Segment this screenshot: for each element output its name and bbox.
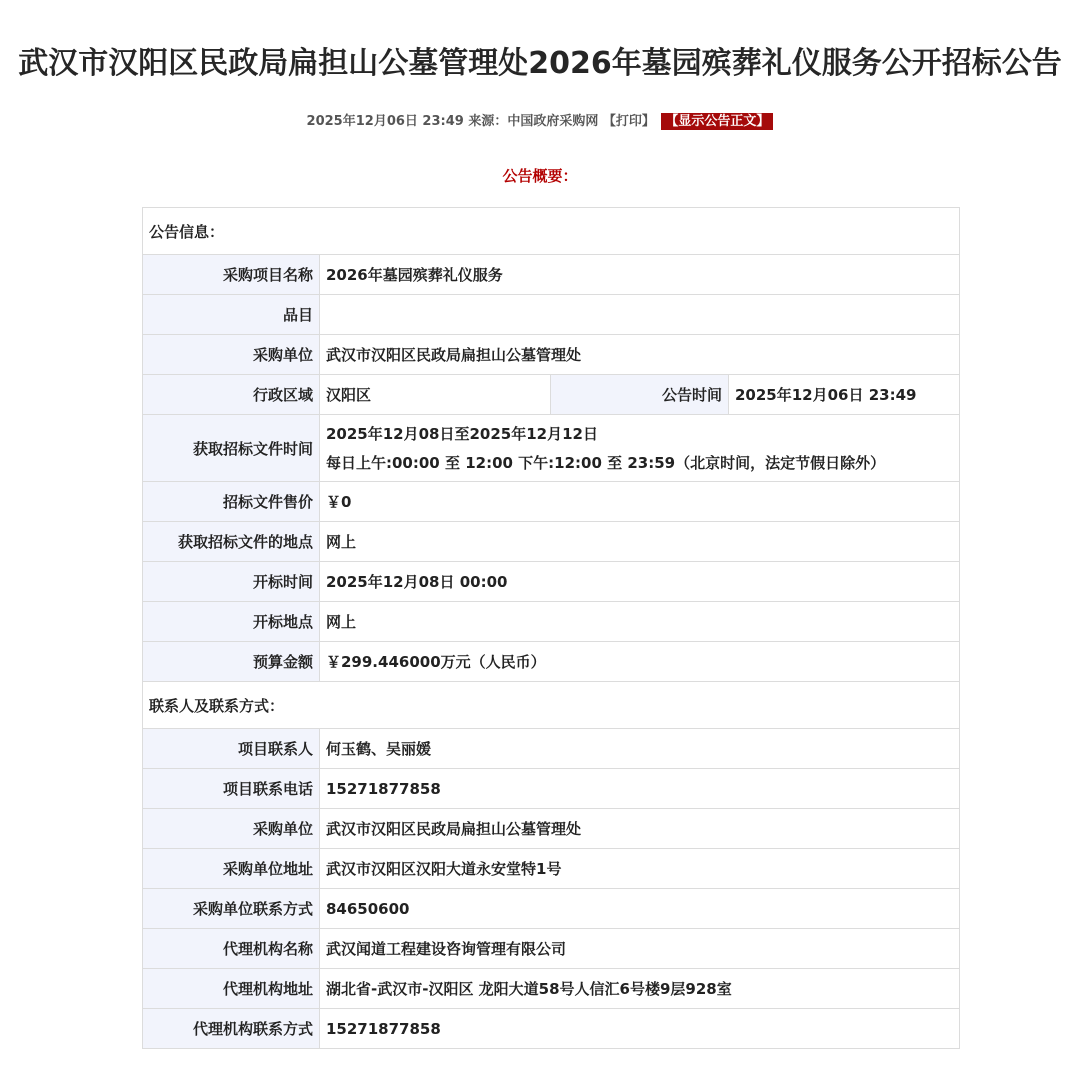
agency-address-value: 湖北省-武汉市-汉阳区 龙阳大道58号人信汇6号楼9层928室 [320,969,960,1009]
row-label: 开标地点 [143,602,320,642]
table-row [143,562,960,602]
publish-time-value: 2025年12月06日 23:49 [729,375,960,415]
table-row [143,1009,960,1049]
table-row [143,335,960,375]
print-link[interactable]: 【打印】 [602,114,655,129]
show-announcement-text-button[interactable]: 【显示公告正文】 [661,113,773,130]
table-row [143,809,960,849]
table-row [143,602,960,642]
doc-time-dates: 2025年12月08日至2025年12月12日 [326,425,598,443]
section-row-announcement [143,208,960,255]
row-label: 公告时间 [551,375,729,415]
section-row-contact [143,682,960,729]
row-label: 采购单位 [143,809,320,849]
purchaser-value: 武汉市汉阳区民政局扁担山公墓管理处 [320,335,960,375]
table-row [143,295,960,335]
row-label: 获取招标文件的地点 [143,522,320,562]
row-label: 获取招标文件时间 [143,415,320,482]
purchaser-phone-value: 84650600 [320,889,960,929]
row-label: 采购单位 [143,335,320,375]
row-label: 品目 [143,295,320,335]
page-title: 武汉市汉阳区民政局扁担山公墓管理处2026年墓园殡葬礼仪服务公开招标公告 [18,46,1062,81]
table-row [143,769,960,809]
table-row [143,849,960,889]
row-label: 项目联系人 [143,729,320,769]
row-label: 预算金额 [143,642,320,682]
row-label: 招标文件售价 [143,482,320,522]
doc-time-value [320,415,960,482]
agency-phone-value: 15271877858 [320,1009,960,1049]
open-time-value: 2025年12月08日 00:00 [320,562,960,602]
purchaser-address-value: 武汉市汉阳区汉阳大道永安堂特1号 [320,849,960,889]
row-label: 采购单位联系方式 [143,889,320,929]
project-name-value: 2026年墓园殡葬礼仪服务 [320,255,960,295]
budget-value: ￥299.446000万元（人民币） [320,642,960,682]
publish-meta-text: 2025年12月06日 23:49 来源：中国政府采购网 [306,114,599,129]
announcement-meta [0,110,1080,129]
table-row [143,642,960,682]
table-row [143,969,960,1009]
contact-purchaser-value: 武汉市汉阳区民政局扁担山公墓管理处 [320,809,960,849]
doc-time-hours: 每日上午:00:00 至 12:00 下午:12:00 至 23:59（北京时间，法定节假日除外） [326,454,886,472]
section-heading-contact: 联系人及联系方式： [143,682,960,729]
agency-name-value: 武汉闻道工程建设咨询管理有限公司 [320,929,960,969]
table-row [143,375,960,415]
row-label: 代理机构名称 [143,929,320,969]
doc-price-value: ￥0 [320,482,960,522]
row-label: 开标时间 [143,562,320,602]
table-row [143,889,960,929]
section-heading-announcement: 公告信息： [143,208,960,255]
open-place-value: 网上 [320,602,960,642]
announcement-summary-table [142,207,960,1049]
row-label: 采购单位地址 [143,849,320,889]
row-label: 行政区域 [143,375,320,415]
project-phone-value: 15271877858 [320,769,960,809]
row-label: 项目联系电话 [143,769,320,809]
project-contact-value: 何玉鹤、吴丽媛 [320,729,960,769]
category-value [320,295,960,335]
doc-place-value: 网上 [320,522,960,562]
table-row [143,482,960,522]
table-row [143,729,960,769]
table-row [143,929,960,969]
table-row [143,255,960,295]
table-row [143,415,960,482]
row-label: 代理机构地址 [143,969,320,1009]
region-value: 汉阳区 [320,375,551,415]
row-label: 采购项目名称 [143,255,320,295]
table-row [143,522,960,562]
row-label: 代理机构联系方式 [143,1009,320,1049]
summary-heading: 公告概要： [502,167,578,185]
